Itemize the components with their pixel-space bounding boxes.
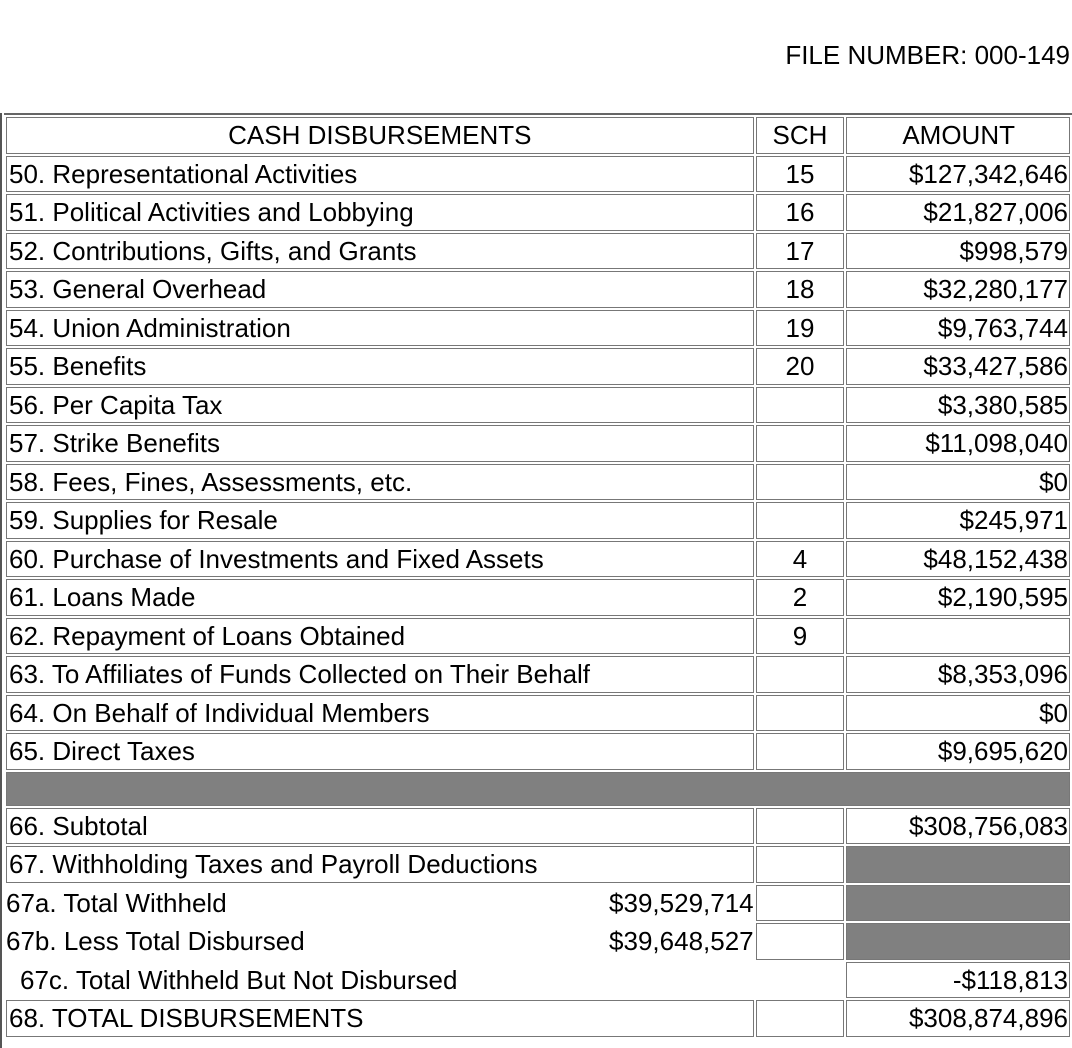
withheld-amount-shaded: [846, 885, 1070, 922]
row-amount: $3,380,585: [846, 387, 1070, 424]
withholding-amount-shaded: [846, 846, 1070, 883]
row-sch: [756, 502, 845, 539]
row-amount: $48,152,438: [846, 541, 1070, 578]
row-amount: $245,971: [846, 502, 1070, 539]
cash-disbursements-table: [4, 113, 1072, 1039]
column-header-amount: AMOUNT: [846, 117, 1070, 154]
row-sch: [756, 464, 845, 501]
withheld-sch: [756, 885, 845, 922]
table-row: [6, 310, 1070, 347]
column-header-sch: SCH: [756, 117, 845, 154]
row-sch: [756, 695, 845, 732]
row-label: 58. Fees, Fines, Assessments, etc.: [6, 464, 754, 501]
row-label: 64. On Behalf of Individual Members: [6, 695, 754, 732]
table-row: [6, 656, 1070, 693]
total-withheld-value: $39,529,714: [609, 887, 754, 918]
row-label: 55. Benefits: [6, 348, 754, 385]
row-sch: 17: [756, 233, 845, 270]
withholding-sch: [756, 846, 845, 883]
disbursed-sch: [756, 923, 845, 960]
table-row-subtotal: [6, 808, 1070, 845]
subtotal-sch: [756, 808, 845, 845]
subtotal-amount: $308,756,083: [846, 808, 1070, 845]
row-label: 54. Union Administration: [6, 310, 754, 347]
row-sch: [756, 733, 845, 770]
row-label: 61. Loans Made: [6, 579, 754, 616]
row-sch: [756, 425, 845, 462]
table-row: [6, 579, 1070, 616]
table-row-withheld: [6, 885, 1070, 922]
row-label: 60. Purchase of Investments and Fixed Assets: [6, 541, 754, 578]
row-sch: 16: [756, 194, 845, 231]
total-withheld-label: 67a. Total Withheld: [6, 887, 227, 918]
not-disbursed-amount: -$118,813: [846, 962, 1070, 999]
row-sch: 20: [756, 348, 845, 385]
table-row: [6, 695, 1070, 732]
table-row-disbursed: [6, 923, 1070, 960]
disbursed-subtable: [6, 925, 754, 957]
table-row-total: [6, 1000, 1070, 1037]
less-disbursed-label: 67b. Less Total Disbursed: [6, 926, 305, 957]
table-row: [6, 387, 1070, 424]
row-label: 63. To Affiliates of Funds Collected on Their Behalf: [6, 656, 754, 693]
row-amount: [846, 618, 1070, 655]
row-label: 51. Political Activities and Lobbying: [6, 194, 754, 231]
table-row: [6, 156, 1070, 193]
row-label: 62. Repayment of Loans Obtained: [6, 618, 754, 655]
total-sch: [756, 1000, 845, 1037]
header-row: [6, 117, 1070, 154]
row-amount: $998,579: [846, 233, 1070, 270]
gray-separator: [6, 772, 1070, 806]
row-label: 59. Supplies for Resale: [6, 502, 754, 539]
table-row: [6, 464, 1070, 501]
row-amount: $32,280,177: [846, 271, 1070, 308]
disbursed-amount-shaded: [846, 923, 1070, 960]
table-row: [6, 271, 1070, 308]
total-label: 68. TOTAL DISBURSEMENTS: [6, 1000, 754, 1037]
table-row: [6, 618, 1070, 655]
separator-band: [6, 772, 1070, 806]
table-row: [6, 348, 1070, 385]
disbursed-cell: [6, 923, 754, 960]
table-row: [6, 194, 1070, 231]
table-row: [6, 541, 1070, 578]
row-sch: 18: [756, 271, 845, 308]
row-amount: $0: [846, 695, 1070, 732]
row-sch: 9: [756, 618, 845, 655]
row-label: 52. Contributions, Gifts, and Grants: [6, 233, 754, 270]
row-amount: $8,353,096: [846, 656, 1070, 693]
row-amount: $11,098,040: [846, 425, 1070, 462]
row-label: 56. Per Capita Tax: [6, 387, 754, 424]
row-label: 65. Direct Taxes: [6, 733, 754, 770]
withheld-cell: [6, 885, 754, 922]
table-row: [6, 733, 1070, 770]
row-amount: $21,827,006: [846, 194, 1070, 231]
row-label: 50. Representational Activities: [6, 156, 754, 193]
row-label: 53. General Overhead: [6, 271, 754, 308]
less-disbursed-value: $39,648,527: [609, 926, 754, 957]
not-disbursed-label: 67c. Total Withheld But Not Disbursed: [20, 964, 458, 995]
row-sch: [756, 387, 845, 424]
table-row-withholding: [6, 846, 1070, 883]
subtotal-label: 66. Subtotal: [6, 808, 754, 845]
row-amount: $9,763,744: [846, 310, 1070, 347]
row-sch: [756, 656, 845, 693]
row-sch: 2: [756, 579, 845, 616]
row-amount: $33,427,586: [846, 348, 1070, 385]
row-sch: 15: [756, 156, 845, 193]
row-amount: $9,695,620: [846, 733, 1070, 770]
table-row: [6, 425, 1070, 462]
table-row: [6, 233, 1070, 270]
file-number: FILE NUMBER: 000-149: [785, 40, 1070, 70]
table-row-not-disbursed: [6, 962, 1070, 999]
row-label: 57. Strike Benefits: [6, 425, 754, 462]
row-amount: $127,342,646: [846, 156, 1070, 193]
withheld-subtable: [6, 887, 754, 919]
table-row: [6, 502, 1070, 539]
row-amount: $2,190,595: [846, 579, 1070, 616]
row-sch: 19: [756, 310, 845, 347]
not-disbursed-sch: [756, 962, 845, 999]
row-amount: $0: [846, 464, 1070, 501]
row-sch: 4: [756, 541, 845, 578]
column-header-description: CASH DISBURSEMENTS: [6, 117, 754, 154]
total-amount: $308,874,896: [846, 1000, 1070, 1037]
withholding-label: 67. Withholding Taxes and Payroll Deductions: [6, 846, 754, 883]
